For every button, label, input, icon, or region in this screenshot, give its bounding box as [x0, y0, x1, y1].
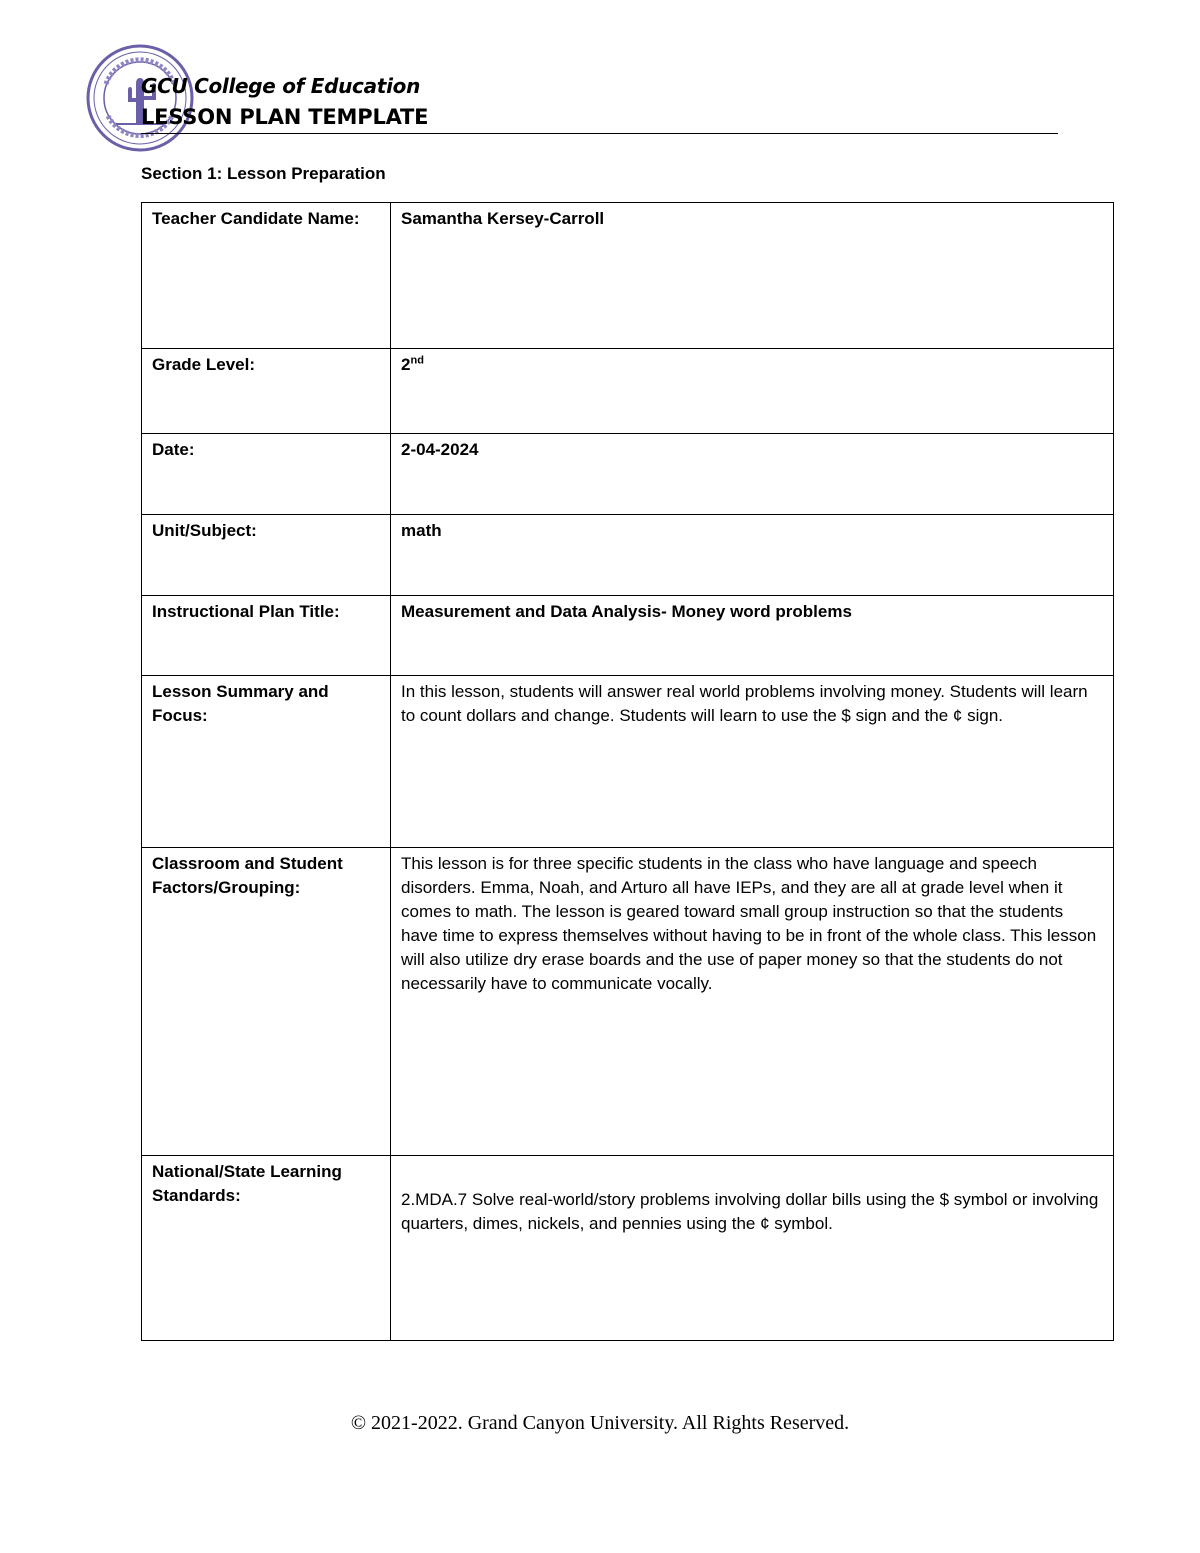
table-row — [142, 434, 1114, 515]
lesson-preparation-table — [141, 202, 1114, 1341]
date-label: Date: — [142, 434, 391, 515]
lesson-summary-value: In this lesson, students will answer real world problems involving money. Students will learn to count dollars and change. Students will learn to use the $ sign and the ¢ sign. — [391, 676, 1114, 848]
college-name: GCU College of Education — [141, 74, 421, 98]
unit-subject-value: math — [391, 515, 1114, 596]
unit-subject-label: Unit/Subject: — [142, 515, 391, 596]
lesson-summary-label: Lesson Summary and Focus: — [142, 676, 391, 848]
table-row — [142, 1156, 1114, 1341]
grade-level-value: 2 — [401, 355, 411, 374]
table-row — [142, 676, 1114, 848]
student-factors-label: Classroom and Student Factors/Grouping: — [142, 848, 391, 1156]
document-title: LESSON PLAN TEMPLATE — [141, 105, 429, 129]
table-row — [142, 848, 1114, 1156]
university-seal-icon — [86, 44, 194, 152]
grade-level-value-cell — [391, 349, 1114, 434]
learning-standards-label: National/State Learning Standards: — [142, 1156, 391, 1341]
table-row — [142, 596, 1114, 676]
table-row — [142, 515, 1114, 596]
grade-level-label: Grade Level: — [142, 349, 391, 434]
grade-level-suffix: nd — [410, 354, 424, 367]
student-factors-value: This lesson is for three specific students in the class who have language and speech disorders. Emma, Noah, and Arturo all have IEPs, and they are all at grade level when it comes to math. The lesson is geared toward small group instruction so that the students have time to express themselves without having to be in front of the whole class. This lesson will also utilize dry erase boards and the use of paper money so that the students do not necessarily have to communicate vocally. — [391, 848, 1114, 1156]
copyright-footer: © 2021-2022. Grand Canyon University. All Rights Reserved. — [350, 1412, 850, 1434]
learning-standards-cell — [391, 1156, 1114, 1341]
teacher-name-label: Teacher Candidate Name: — [142, 203, 391, 349]
teacher-name-value: Samantha Kersey-Carroll — [391, 203, 1114, 349]
header-divider — [141, 133, 1058, 134]
plan-title-label: Instructional Plan Title: — [142, 596, 391, 676]
table-row — [142, 203, 1114, 349]
table-row — [142, 349, 1114, 434]
section-title: Section 1: Lesson Preparation — [141, 164, 386, 183]
plan-title-value: Measurement and Data Analysis- Money word problems — [391, 596, 1114, 676]
date-value: 2-04-2024 — [391, 434, 1114, 515]
learning-standards-value: 2.MDA.7 Solve real-world/story problems involving dollar bills using the $ symbol or involving quarters, dimes, nickels, and pennies using the ¢ symbol. — [401, 1190, 1099, 1233]
